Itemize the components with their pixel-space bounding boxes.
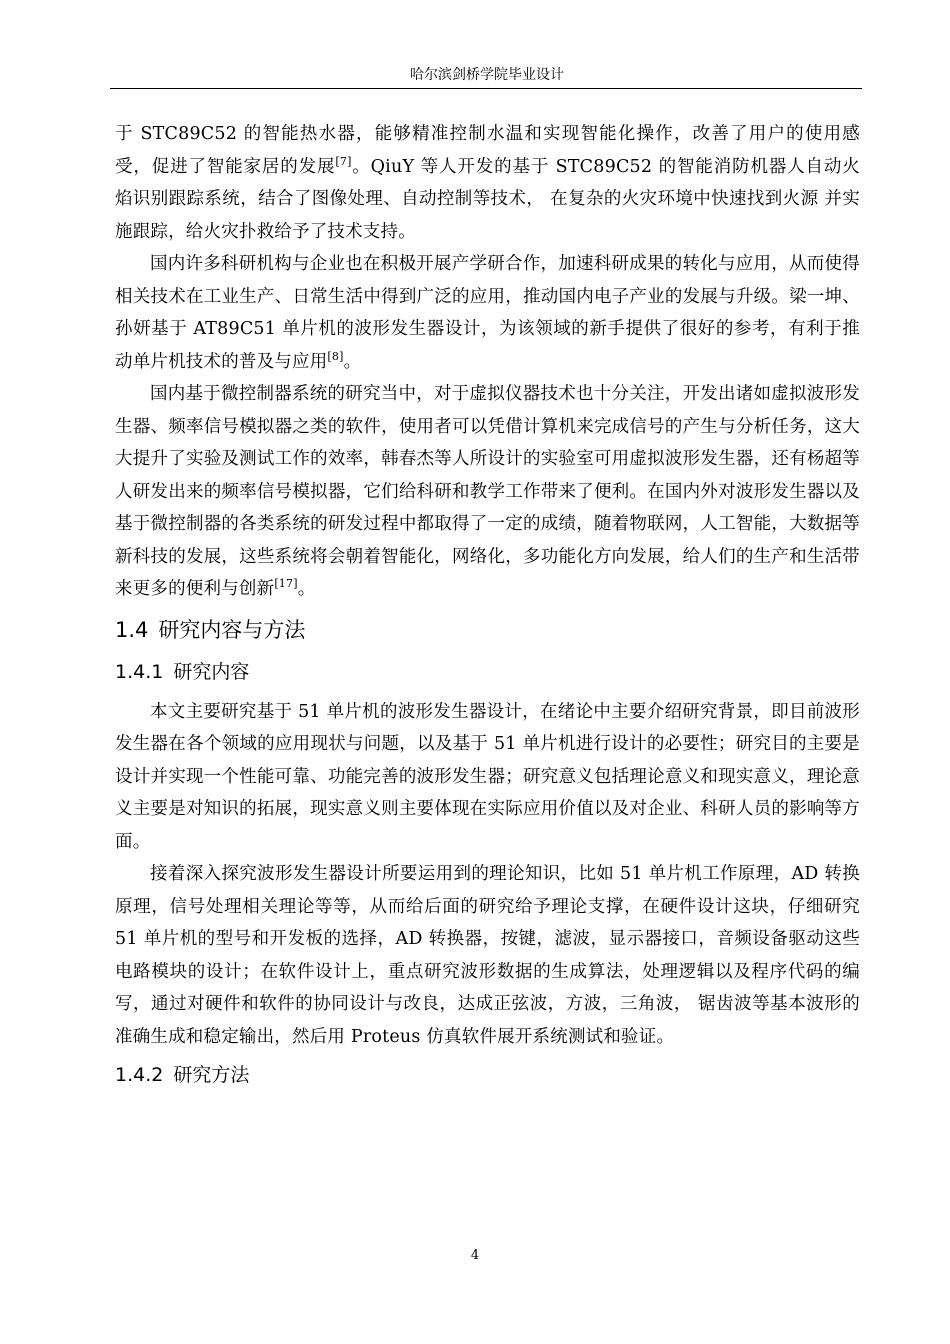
paragraph-research-content-2: 接着深入探究波形发生器设计所要运用到的理论知识，比如 51 单片机工作原理，AD 转换原理，信号处理相关理论等等，从而给后面的研究给予理论支撑，在硬件设计这块，仔细研究 51 单片机的型号和开发板的选择，AD 转换器，按键，滤波，显示器接口，音频设备驱动这些电路模块的设计；在软件设计上，重点研究波形数据的生成算法，处理逻辑以及程序代码的编写，通过对硬件和软件的协同设计与改良，达成正弦波，方波，三角波， 锯齿波等基本波形的准确生成和稳定输出，然后用 Proteus 仿真软件展开系统测试和验证。 — [115, 864, 860, 1047]
paragraph-text: 。QiuY 等人开发的基于 STC89C52 的智能消防机器人自动火 焰识别跟踪系统，结合了图像处理、自动控制等技术， 在复杂的火灾环境中快速找到火源 并实施跟踪，给火灾扑救给予了技术支持。 — [115, 156, 860, 242]
section-number: 1.4 — [115, 617, 149, 642]
page-header: 哈尔滨剑桥学院毕业设计 — [410, 67, 564, 83]
citation-ref: [17] — [274, 577, 298, 591]
page-number: 4 — [470, 1248, 480, 1263]
subsection-title: 研究内容 — [173, 660, 250, 683]
paragraph-text: 国内基于微控制器系统的研究当中，对于虚拟仪器技术也十分关注，开发出诸如虚拟波形发生器、频率信号模拟器之类的软件，使用者可以凭借计算机来完成信号的产生与分析任务，这大大提升了实验及测试工作的效率，韩春杰等人所设计的实验室可用虚拟波形发生器，还有杨超等人研发出来的频率信号模拟器，它们给科研和教学工作带来了便利。在国内外对波形发生器以及基于微控制器的各类系统的研发过程中都取得了一定的成绩，随着物联网，人工智能，大数据等新科技的发展，这些系统将会朝着智能化，网络化，多功能化方向发展，给人们的生产和生活带来更多的便利与创新 — [115, 384, 860, 599]
subsection-heading-1-4-2 — [115, 1057, 860, 1093]
subsection-number: 1.4.1 — [115, 660, 164, 683]
paragraph-industry-cooperation — [115, 248, 860, 378]
paragraph-text: 。 — [297, 579, 316, 599]
paragraph-text: 国内许多科研机构与企业也在积极开展产学研合作，加速科研成果的转化与应用，从而使得相关技术在工业生产、日常生活中得到广泛的应用，推动国内电子产业的发展与升级。梁一坤、孙妍基于 AT89C51 单片机的波形发生器设计，为该领域的新手提供了很好的参考，有利于推动单片机技术的普及与应用 — [115, 254, 860, 372]
paragraph-virtual-instruments — [115, 378, 860, 606]
paragraph-research-content-1: 本文主要研究基于 51 单片机的波形发生器设计，在绪论中主要介绍研究背景，即目前波形发生器在各个领域的应用现状与问题，以及基于 51 单片机进行设计的必要性；研究目的主要是设计并实现一个性能可靠、功能完善的波形发生器；研究意义包括理论意义和现实意义，理论意义主要是对知识的拓展，现实意义则主要体现在实际应用价值以及对企业、科研人员的影响等方面。 — [115, 701, 860, 852]
citation-ref: [7] — [335, 154, 352, 168]
header-divider — [110, 88, 862, 89]
subsection-number: 1.4.2 — [115, 1064, 164, 1086]
paragraph-text: 。 — [343, 351, 362, 372]
section-title: 研究内容与方法 — [158, 617, 306, 642]
subsection-heading-1-4-1 — [115, 654, 860, 690]
paragraph-text: 于 STC89C52 的智能热水器，能够精准控制水温和实现智能化操作，改善了用户的使用感 受，促进了智能家居的发展 — [115, 124, 860, 177]
document-body — [115, 118, 860, 1099]
section-heading-1-4 — [115, 610, 860, 650]
subsection-title: 研究方法 — [173, 1064, 250, 1086]
citation-ref: [8] — [327, 349, 344, 363]
paragraph-smart-devices — [115, 118, 860, 248]
